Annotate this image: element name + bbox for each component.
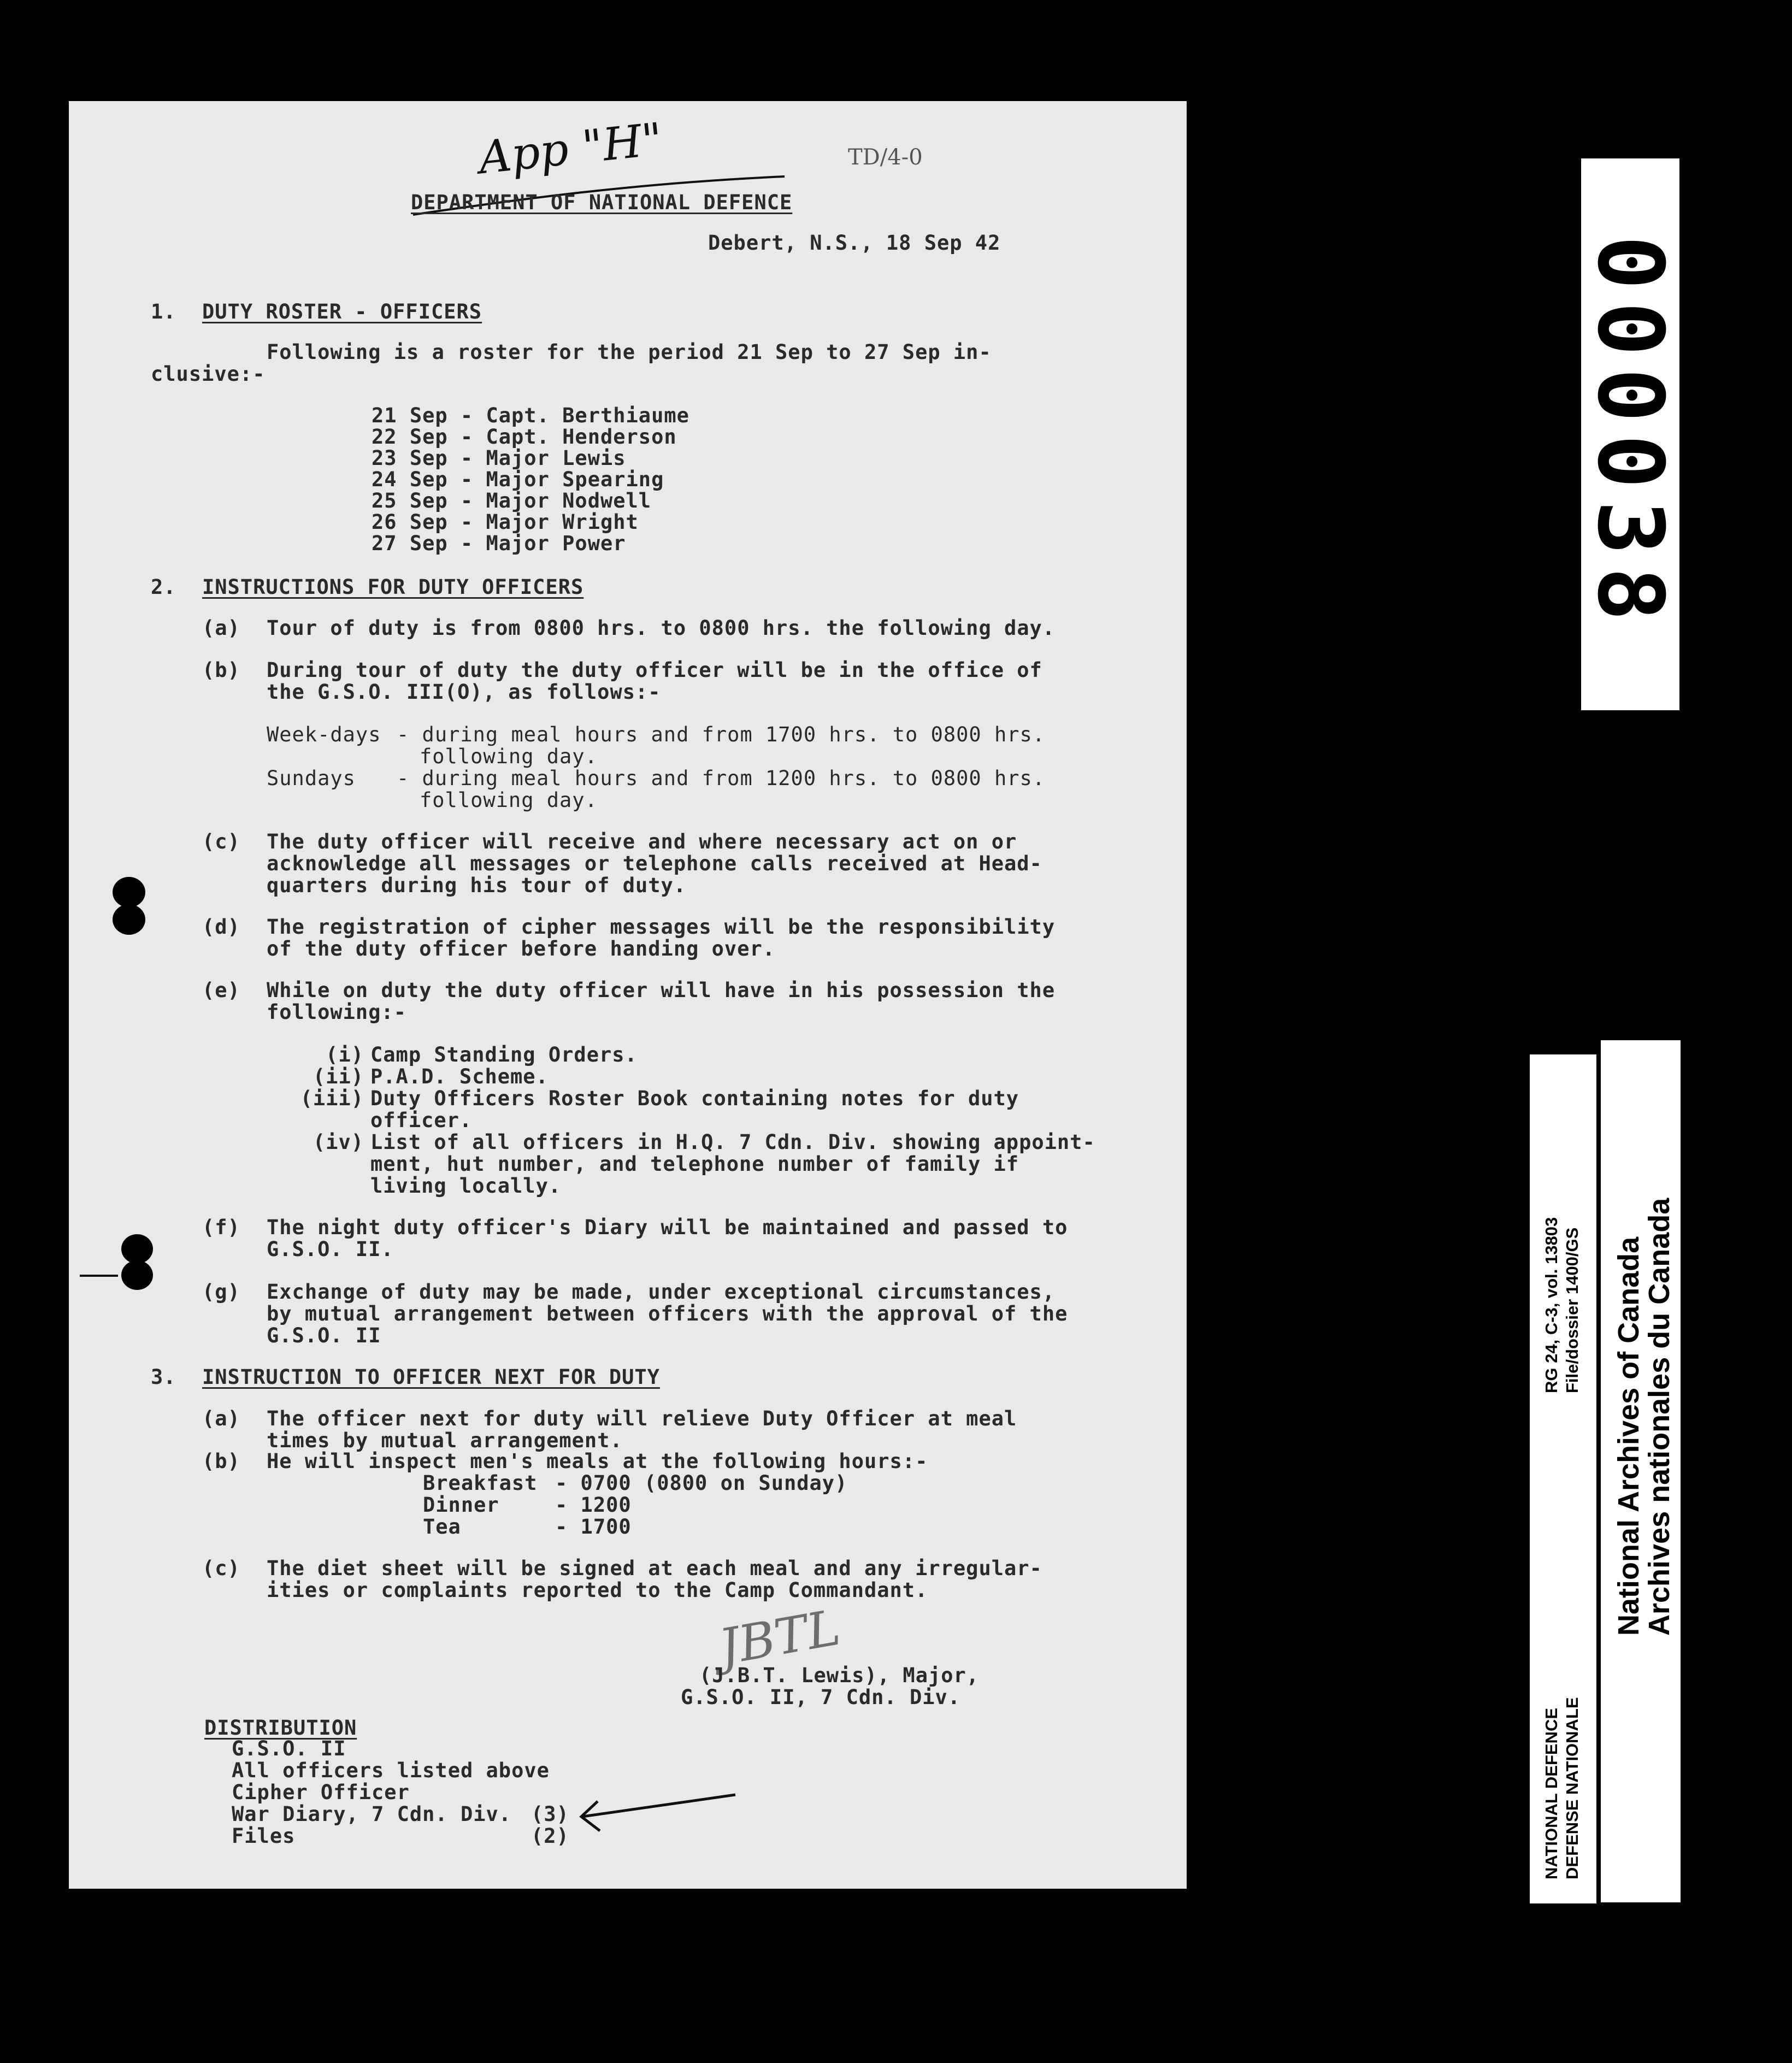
roster-entry: 24 Sep - Major Spearing <box>372 468 664 491</box>
distribution-count: (2) <box>531 1824 569 1848</box>
possession-line: living locally. <box>370 1174 562 1198</box>
distribution-item: G.S.O. II <box>232 1737 346 1760</box>
meal-time: - 1200 <box>555 1493 632 1517</box>
item-c-line1: The duty officer will receive and where necessary act on or <box>267 830 1017 853</box>
section1-number: 1. <box>151 300 176 323</box>
weekdays-line2: following day. <box>420 745 598 768</box>
binder-hole <box>121 1260 153 1290</box>
item-d-label: (d) <box>202 915 240 939</box>
item-g-line2: by mutual arrangement between officers with the approval of the <box>267 1302 1068 1325</box>
dept-fr: DEFENSE NATIONALE <box>1563 1697 1582 1879</box>
section3-number: 3. <box>151 1365 176 1389</box>
item-g-label: (g) <box>202 1280 240 1304</box>
s3-item-b-line1: He will inspect men's meals at the following hours:- <box>267 1449 928 1473</box>
item-d-line2: of the duty officer before handing over. <box>267 937 776 960</box>
item-b-line1: During tour of duty the duty officer will be in the office of <box>267 658 1042 682</box>
item-g-line3: G.S.O. II <box>267 1324 381 1347</box>
section2-number: 2. <box>151 575 176 599</box>
roster-entry: 22 Sep - Capt. Henderson <box>372 425 677 449</box>
binder-hole <box>113 904 145 935</box>
distribution-item: All officers listed above <box>232 1759 550 1782</box>
sundays-line2: following day. <box>420 788 598 812</box>
roster-entry: 27 Sep - Major Power <box>372 532 626 555</box>
place-date: Debert, N.S., 18 Sep 42 <box>708 231 1001 255</box>
sundays-label: Sundays <box>267 767 356 790</box>
archive-reference-label <box>1530 1054 1596 1903</box>
possession-num: (ii) <box>313 1065 364 1088</box>
handwritten-annotation: App "H" <box>476 113 665 185</box>
roster-entry: 23 Sep - Major Lewis <box>372 446 626 470</box>
weekdays-line1: - during meal hours and from 1700 hrs. to 0800 hrs. <box>397 723 1046 746</box>
s3-item-a-line2: times by mutual arrangement. <box>267 1429 623 1452</box>
frame-counter-strip <box>1578 158 1683 710</box>
meal-time: - 0700 (0800 on Sunday) <box>555 1471 848 1495</box>
meal-time: - 1700 <box>555 1515 632 1539</box>
item-d-line1: The registration of cipher messages will be the responsibility <box>267 915 1056 939</box>
possession-num: (iv) <box>313 1130 364 1154</box>
possession-line: P.A.D. Scheme. <box>370 1065 549 1088</box>
item-a-text: Tour of duty is from 0800 hrs. to 0800 hrs. the following day. <box>267 616 1056 640</box>
meal-name: Dinner <box>423 1493 499 1517</box>
frame-number: 000038 <box>1578 235 1683 634</box>
possession-num: (i) <box>326 1043 364 1066</box>
reference-line2: File/dossier 1400/GS <box>1563 1227 1582 1393</box>
archives-en: National Archives of Canada <box>1612 1236 1645 1636</box>
item-c-line3: quarters during his tour of duty. <box>267 874 687 897</box>
section1-intro-line2: clusive:- <box>151 362 266 386</box>
item-f-line1: The night duty officer's Diary will be maintained and passed to <box>267 1216 1068 1239</box>
s3-item-b-label: (b) <box>202 1449 240 1473</box>
handwritten-signature: JBTL <box>715 1599 845 1677</box>
item-c-label: (c) <box>202 830 240 853</box>
archives-name-label <box>1601 1040 1681 1902</box>
item-e-line2: following:- <box>267 1000 407 1024</box>
item-f-line2: G.S.O. II. <box>267 1237 394 1261</box>
document-page <box>69 101 1187 1889</box>
section2-title: INSTRUCTIONS FOR DUTY OFFICERS <box>202 575 584 599</box>
signature-appointment: G.S.O. II, 7 Cdn. Div. <box>681 1685 961 1709</box>
meal-name: Breakfast <box>423 1471 538 1495</box>
s3-item-c-line2: ities or complaints reported to the Camp Commandant. <box>267 1578 928 1602</box>
dept-en: NATIONAL DEFENCE <box>1542 1707 1561 1879</box>
distribution-title: DISTRIBUTION <box>204 1716 357 1740</box>
binder-hole <box>113 877 145 907</box>
item-b-line2: the G.S.O. III(O), as follows:- <box>267 680 661 704</box>
item-f-label: (f) <box>202 1216 240 1239</box>
s3-item-a-line1: The officer next for duty will relieve Duty Officer at meal <box>267 1407 1017 1430</box>
section1-title: DUTY ROSTER - OFFICERS <box>202 300 482 323</box>
possession-line: Duty Officers Roster Book containing notes for duty <box>370 1087 1019 1110</box>
distribution-item: Files <box>232 1824 296 1848</box>
roster-entry: 21 Sep - Capt. Berthiaume <box>372 404 689 427</box>
item-b-label: (b) <box>202 658 240 682</box>
meal-name: Tea <box>423 1515 461 1539</box>
possession-line: officer. <box>370 1109 473 1132</box>
item-e-label: (e) <box>202 979 240 1002</box>
item-g-line1: Exchange of duty may be made, under exceptional circumstances, <box>267 1280 1056 1304</box>
signature-name: (J.B.T. Lewis), Major, <box>699 1664 980 1687</box>
item-e-line1: While on duty the duty officer will have in his possession the <box>267 979 1056 1002</box>
sundays-line1: - during meal hours and from 1200 hrs. to 0800 hrs. <box>397 767 1046 790</box>
distribution-item: War Diary, 7 Cdn. Div. <box>232 1802 512 1826</box>
margin-mark <box>80 1275 118 1277</box>
possession-num: (iii) <box>300 1087 364 1110</box>
possession-line: List of all officers in H.Q. 7 Cdn. Div. showing appoint- <box>370 1130 1095 1154</box>
s3-item-c-label: (c) <box>202 1557 240 1580</box>
section3-title: INSTRUCTION TO OFFICER NEXT FOR DUTY <box>202 1365 660 1389</box>
section1-intro-line1: Following is a roster for the period 21 Sep to 27 Sep in- <box>267 340 992 364</box>
possession-line: ment, hut number, and telephone number of family if <box>370 1152 1019 1176</box>
file-reference: TD/4-0 <box>848 145 923 170</box>
roster-entry: 25 Sep - Major Nodwell <box>372 489 652 512</box>
archives-fr: Archives nationales du Canada <box>1643 1198 1676 1636</box>
reference-line1: RG 24, C-3, vol. 13803 <box>1542 1217 1561 1393</box>
handwritten-arrow-icon <box>571 1784 746 1849</box>
s3-item-a-label: (a) <box>202 1407 240 1430</box>
roster-entry: 26 Sep - Major Wright <box>372 510 639 534</box>
weekdays-label: Week-days <box>267 723 381 746</box>
distribution-count: (3) <box>531 1802 569 1826</box>
item-a-label: (a) <box>202 616 240 640</box>
s3-item-c-line1: The diet sheet will be signed at each meal and any irregular- <box>267 1557 1042 1580</box>
item-c-line2: acknowledge all messages or telephone calls received at Head- <box>267 852 1042 875</box>
department-heading: DEPARTMENT OF NATIONAL DEFENCE <box>411 191 793 214</box>
distribution-item: Cipher Officer <box>232 1781 410 1804</box>
binder-hole <box>121 1234 153 1264</box>
possession-line: Camp Standing Orders. <box>370 1043 638 1066</box>
